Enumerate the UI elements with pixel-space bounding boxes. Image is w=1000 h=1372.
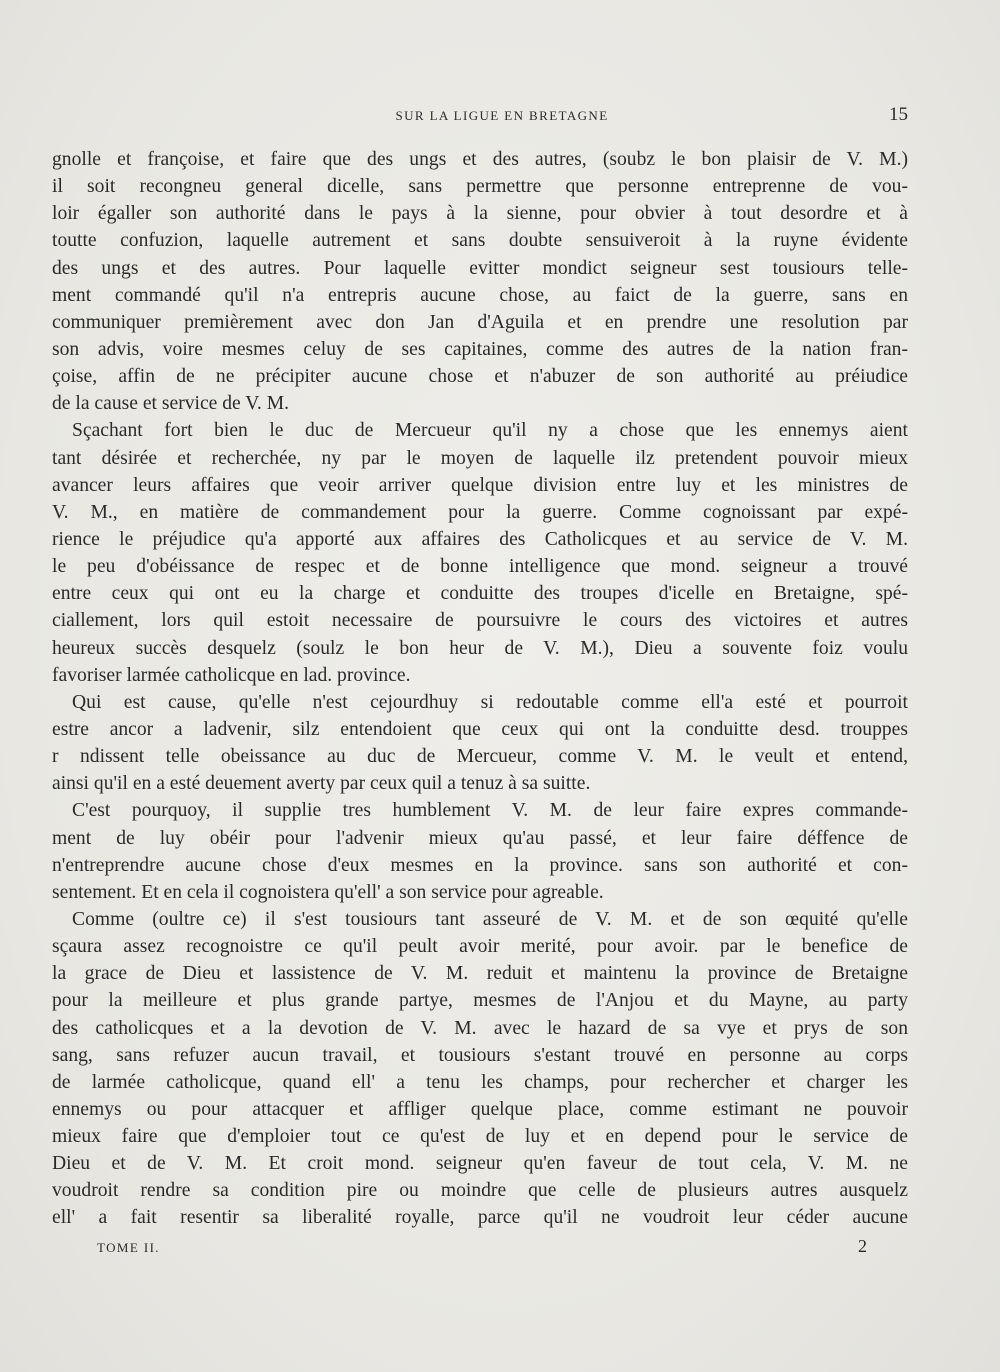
text-line: ell' a fait resentir sa liberalité royalle, parce qu'il ne voudroit leur céder aucune bbox=[52, 1207, 908, 1229]
text-line: çoise, affin de ne précipiter aucune chose et n'abuzer de son authorité au préiudice bbox=[52, 366, 908, 388]
text-line: il soit recongneu general dicelle, sans permettre que personne entreprenne de vou- bbox=[52, 176, 908, 198]
text-line: pour la meilleure et plus grande partye, mesmes de l'Anjou et du Mayne, au party bbox=[52, 990, 908, 1012]
text-line: estre ancor a ladvenir, silz entendoient que ceux qui ont la conduitte desd. trouppes bbox=[52, 718, 908, 740]
text-line: tant désirée et recherchée, ny par le moyen de laquelle ilz pretendent pouvoir mieux bbox=[52, 447, 908, 469]
text-line: voudroit rendre sa condition pire ou moindre que celle de plusieurs autres ausquelz bbox=[52, 1180, 908, 1202]
text-line: r ndissent telle obeissance au duc de Mercueur, comme V. M. le veult et entend, bbox=[52, 746, 908, 768]
body-text bbox=[52, 146, 908, 1232]
text-line: entre ceux qui ont eu la charge et conduitte des troupes d'icelle en Bretaigne, spé- bbox=[52, 583, 908, 605]
text-line: de la cause et service de V. M. bbox=[52, 393, 290, 415]
text-line: loir égaller son authorité dans le pays à la sienne, pour obvier à tout desordre et à bbox=[52, 203, 908, 225]
text-line: avancer leurs affaires que veoir arriver quelque division entre luy et les ministres de bbox=[52, 474, 908, 496]
text-line: ainsi qu'il en a esté deuement averty par ceux quil a tenuz à sa suitte. bbox=[52, 773, 591, 795]
text-line: heureux succès desquelz (soulz le bon heur de V. M.), Dieu a souvente foiz voulu bbox=[52, 637, 908, 659]
text-line: Sçachant fort bien le duc de Mercueur qu'il ny a chose que les ennemys aient bbox=[72, 420, 908, 442]
text-line: sang, sans refuzer aucun travail, et tousiours s'estant trouvé en personne au corps bbox=[52, 1044, 908, 1066]
text-line: le peu d'obéissance de respec et de bonne intelligence que mond. seigneur a trouvé bbox=[52, 556, 908, 578]
text-line: C'est pourquoy, il supplie tres humblement V. M. de leur faire expres commande- bbox=[72, 800, 908, 822]
volume-label: TOME II. bbox=[97, 1240, 160, 1255]
text-line: Qui est cause, qu'elle n'est cejourdhuy si redoutable comme ell'a esté et pourroit bbox=[72, 691, 908, 713]
text-line: ment de luy obéir pour l'advenir mieux qu'au passé, et leur faire déffence de bbox=[52, 827, 908, 849]
text-line: Comme (oultre ce) il s'est tousiours tant asseuré de V. M. et de son œquité qu'elle bbox=[72, 908, 908, 930]
text-line: ennemys ou pour attacquer et affliger quelque place, comme estimant ne pouvoir bbox=[52, 1098, 908, 1120]
text-line: sçaura assez recognoistre ce qu'il peult avoir merité, pour avoir. par le benefice de bbox=[52, 936, 908, 958]
text-line: ment commandé qu'il n'a entrepris aucune chose, au faict de la guerre, sans en bbox=[52, 284, 908, 306]
page-header bbox=[52, 106, 908, 128]
text-line: ciallement, lors quil estoit necessaire de poursuivre le cours des victoires et autres bbox=[52, 610, 908, 632]
text-line: n'entreprendre aucune chose d'eux mesmes en la province. sans son authorité et con- bbox=[52, 854, 908, 876]
text-line: de larmée catholicque, quand ell' a tenu les champs, pour rechercher et charger les bbox=[52, 1071, 908, 1093]
page-footer bbox=[97, 1236, 867, 1260]
text-line: toutte confuzion, laquelle autrement et sans doubte sensuiveroit à la ruyne évidente bbox=[52, 230, 908, 252]
text-line: des catholicques et a la devotion de V. M. avec le hazard de sa vye et prys de son bbox=[52, 1017, 908, 1039]
text-line: la grace de Dieu et lassistence de V. M. reduit et maintenu la province de Bretaigne bbox=[52, 963, 908, 985]
text-line: Dieu et de V. M. Et croit mond. seigneur qu'en faveur de tout cela, V. M. ne bbox=[52, 1153, 908, 1175]
text-line: des ungs et des autres. Pour laquelle evitter mondict seigneur sest tousiours telle- bbox=[52, 257, 908, 279]
text-line: communiquer premièrement avec don Jan d'Aguila et en prendre une resolution par bbox=[52, 311, 908, 333]
running-title: SUR LA LIGUE EN BRETAGNE bbox=[395, 108, 609, 123]
text-line: V. M., en matière de commandement pour la guerre. Comme cognoissant par expé- bbox=[52, 501, 908, 523]
text-line: son advis, voire mesmes celuy de ses capitaines, comme des autres de la nation fran- bbox=[52, 338, 908, 360]
signature-mark: 2 bbox=[858, 1236, 867, 1256]
text-line: mieux faire que d'emploier tout ce qu'est de luy et en depend pour le service de bbox=[52, 1126, 908, 1148]
page-number: 15 bbox=[889, 104, 908, 125]
text-line: gnolle et françoise, et faire que des ungs et des autres, (soubz le bon plaisir de V. M.) bbox=[52, 149, 908, 170]
text-line: favoriser larmée catholicque en lad. province. bbox=[52, 664, 411, 686]
text-line: sentement. Et en cela il cognoistera qu'ell' a son service pour agreable. bbox=[52, 881, 604, 903]
text-line: rience le préjudice qu'a apporté aux affaires des Catholicques et au service de V. M. bbox=[52, 528, 908, 550]
